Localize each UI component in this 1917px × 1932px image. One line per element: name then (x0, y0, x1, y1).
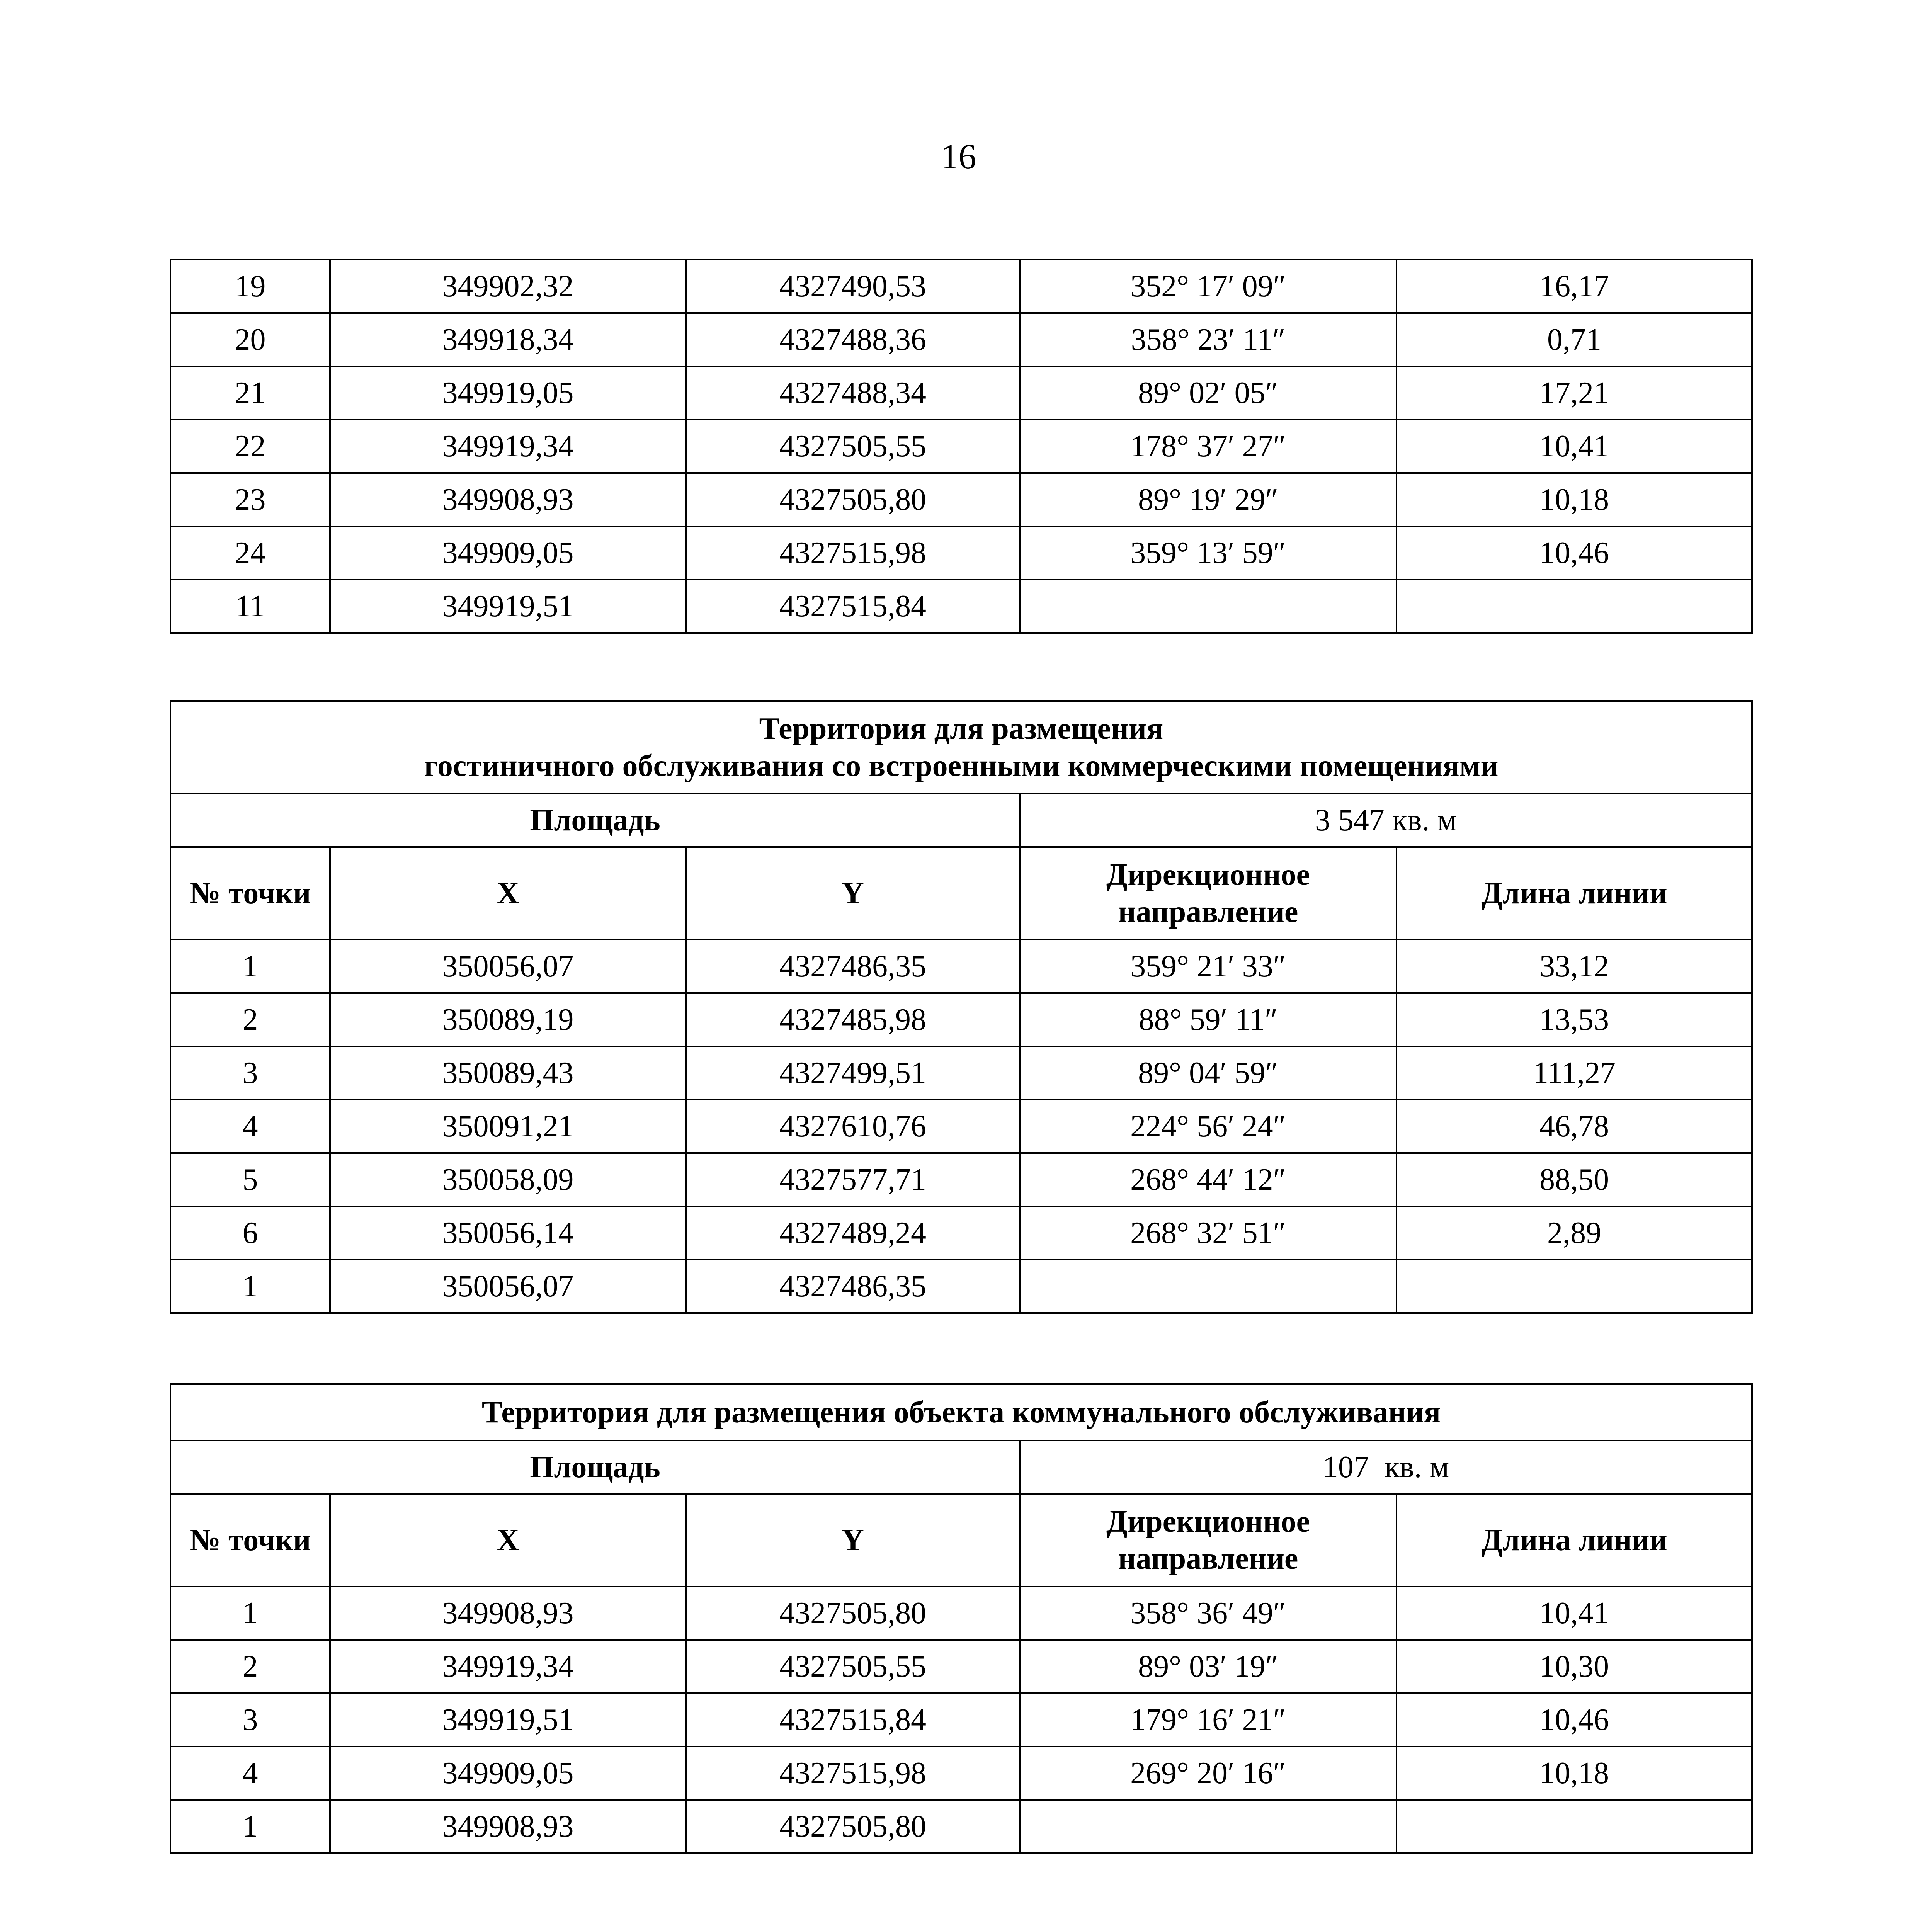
point-number: 4 (170, 1747, 330, 1800)
point-number: 21 (170, 366, 330, 420)
line-length: 10,41 (1397, 420, 1752, 473)
direction-angle: 89° 19′ 29″ (1020, 473, 1397, 526)
direction-angle: 359° 13′ 59″ (1020, 526, 1397, 580)
point-number: 5 (170, 1153, 330, 1206)
point-number: 1 (170, 1800, 330, 1853)
point-number: 4 (170, 1100, 330, 1153)
direction-angle (1020, 580, 1397, 633)
line-length: 46,78 (1397, 1100, 1752, 1153)
direction-angle: 179° 16′ 21″ (1020, 1693, 1397, 1747)
y-coordinate: 4327486,35 (686, 1260, 1020, 1313)
x-coordinate: 349909,05 (330, 1747, 686, 1800)
table-row (170, 1100, 1752, 1153)
table-row (170, 526, 1752, 580)
table-row (170, 1260, 1752, 1313)
x-coordinate: 350058,09 (330, 1153, 686, 1206)
line-length: 17,21 (1397, 366, 1752, 420)
x-coordinate: 350091,21 (330, 1100, 686, 1153)
table-row (170, 420, 1752, 473)
table-row (170, 940, 1752, 993)
point-number: 2 (170, 993, 330, 1046)
point-number: 24 (170, 526, 330, 580)
x-coordinate: 349909,05 (330, 526, 686, 580)
y-coordinate: 4327488,34 (686, 366, 1020, 420)
table-row (170, 1640, 1752, 1693)
line-length: 33,12 (1397, 940, 1752, 993)
line-length: 16,17 (1397, 260, 1752, 313)
direction-angle: 352° 17′ 09″ (1020, 260, 1397, 313)
y-coordinate: 4327610,76 (686, 1100, 1020, 1153)
table-title-line-2: гостиничного обслуживания со встроенными коммерческими помещениями (424, 749, 1499, 783)
x-coordinate: 349919,05 (330, 366, 686, 420)
header-row (170, 1494, 1752, 1587)
point-number: 3 (170, 1046, 330, 1100)
y-coordinate: 4327515,98 (686, 1747, 1020, 1800)
point-number: 20 (170, 313, 330, 366)
table-row (170, 580, 1752, 633)
direction-angle: 358° 36′ 49″ (1020, 1587, 1397, 1640)
header-point-number: № точки (170, 1494, 330, 1587)
hotel-territory-table (170, 700, 1753, 1314)
x-coordinate: 349919,51 (330, 580, 686, 633)
table-row (170, 993, 1752, 1046)
line-length: 10,30 (1397, 1640, 1752, 1693)
header-y: Y (686, 1494, 1020, 1587)
direction-angle: 269° 20′ 16″ (1020, 1747, 1397, 1800)
x-coordinate: 349918,34 (330, 313, 686, 366)
table-row (170, 366, 1752, 420)
header-direction (1020, 1494, 1397, 1587)
y-coordinate: 4327505,80 (686, 1587, 1020, 1640)
x-coordinate: 349902,32 (330, 260, 686, 313)
area-row (170, 794, 1752, 847)
point-number: 11 (170, 580, 330, 633)
table-row (170, 260, 1752, 313)
table-title (170, 701, 1752, 794)
continuation-coordinates-table (170, 259, 1753, 634)
line-length: 88,50 (1397, 1153, 1752, 1206)
y-coordinate: 4327486,35 (686, 940, 1020, 993)
point-number: 3 (170, 1693, 330, 1747)
line-length: 0,71 (1397, 313, 1752, 366)
direction-angle: 88° 59′ 11″ (1020, 993, 1397, 1046)
point-number: 2 (170, 1640, 330, 1693)
x-coordinate: 350056,07 (330, 940, 686, 993)
area-label: Площадь (170, 1440, 1020, 1494)
point-number: 19 (170, 260, 330, 313)
header-line-length: Длина линии (1397, 847, 1752, 940)
table-row (170, 313, 1752, 366)
header-y: Y (686, 847, 1020, 940)
x-coordinate: 350089,43 (330, 1046, 686, 1100)
table-title-row (170, 701, 1752, 794)
point-number: 1 (170, 1260, 330, 1313)
line-length: 10,41 (1397, 1587, 1752, 1640)
direction-angle: 224° 56′ 24″ (1020, 1100, 1397, 1153)
header-x: X (330, 1494, 686, 1587)
header-direction-line-1: Дирекционное (1106, 1505, 1310, 1539)
y-coordinate: 4327505,55 (686, 420, 1020, 473)
direction-angle (1020, 1800, 1397, 1853)
utility-territory-table (170, 1383, 1753, 1854)
line-length: 10,46 (1397, 526, 1752, 580)
direction-angle: 89° 02′ 05″ (1020, 366, 1397, 420)
header-x: X (330, 847, 686, 940)
line-length: 111,27 (1397, 1046, 1752, 1100)
x-coordinate: 349919,34 (330, 1640, 686, 1693)
line-length (1397, 580, 1752, 633)
table-row (170, 1587, 1752, 1640)
table-row (170, 1693, 1752, 1747)
area-label: Площадь (170, 794, 1020, 847)
point-number: 1 (170, 1587, 330, 1640)
area-row (170, 1440, 1752, 1494)
direction-angle (1020, 1260, 1397, 1313)
x-coordinate: 350056,14 (330, 1206, 686, 1260)
y-coordinate: 4327490,53 (686, 260, 1020, 313)
header-direction-line-2: направление (1118, 1542, 1298, 1576)
y-coordinate: 4327515,84 (686, 1693, 1020, 1747)
line-length: 10,18 (1397, 473, 1752, 526)
direction-angle: 89° 03′ 19″ (1020, 1640, 1397, 1693)
x-coordinate: 349919,51 (330, 1693, 686, 1747)
x-coordinate: 350089,19 (330, 993, 686, 1046)
y-coordinate: 4327505,80 (686, 473, 1020, 526)
y-coordinate: 4327489,24 (686, 1206, 1020, 1260)
table-title: Территория для размещения объекта коммунального обслуживания (170, 1384, 1752, 1440)
y-coordinate: 4327485,98 (686, 993, 1020, 1046)
line-length: 2,89 (1397, 1206, 1752, 1260)
y-coordinate: 4327515,98 (686, 526, 1020, 580)
y-coordinate: 4327577,71 (686, 1153, 1020, 1206)
line-length: 10,18 (1397, 1747, 1752, 1800)
header-line-length: Длина линии (1397, 1494, 1752, 1587)
area-value: 107 кв. м (1020, 1440, 1752, 1494)
x-coordinate: 349908,93 (330, 1800, 686, 1853)
point-number: 22 (170, 420, 330, 473)
header-row (170, 847, 1752, 940)
table-row (170, 1206, 1752, 1260)
page-number: 16 (941, 137, 976, 176)
table-title-line-1: Территория для размещения (759, 712, 1163, 746)
table-row (170, 1153, 1752, 1206)
table-row (170, 1747, 1752, 1800)
x-coordinate: 350056,07 (330, 1260, 686, 1313)
x-coordinate: 349908,93 (330, 473, 686, 526)
header-direction-line-2: направление (1118, 895, 1298, 929)
y-coordinate: 4327505,80 (686, 1800, 1020, 1853)
direction-angle: 89° 04′ 59″ (1020, 1046, 1397, 1100)
y-coordinate: 4327499,51 (686, 1046, 1020, 1100)
line-length: 10,46 (1397, 1693, 1752, 1747)
y-coordinate: 4327505,55 (686, 1640, 1020, 1693)
direction-angle: 178° 37′ 27″ (1020, 420, 1397, 473)
table-row (170, 473, 1752, 526)
header-direction (1020, 847, 1397, 940)
table-row (170, 1800, 1752, 1853)
direction-angle: 268° 32′ 51″ (1020, 1206, 1397, 1260)
point-number: 6 (170, 1206, 330, 1260)
line-length (1397, 1800, 1752, 1853)
line-length: 13,53 (1397, 993, 1752, 1046)
x-coordinate: 349908,93 (330, 1587, 686, 1640)
header-direction-line-1: Дирекционное (1106, 858, 1310, 892)
direction-angle: 268° 44′ 12″ (1020, 1153, 1397, 1206)
direction-angle: 359° 21′ 33″ (1020, 940, 1397, 993)
table-title-row (170, 1384, 1752, 1440)
line-length (1397, 1260, 1752, 1313)
y-coordinate: 4327515,84 (686, 580, 1020, 633)
area-value: 3 547 кв. м (1020, 794, 1752, 847)
y-coordinate: 4327488,36 (686, 313, 1020, 366)
point-number: 23 (170, 473, 330, 526)
header-point-number: № точки (170, 847, 330, 940)
table-row (170, 1046, 1752, 1100)
direction-angle: 358° 23′ 11″ (1020, 313, 1397, 366)
point-number: 1 (170, 940, 330, 993)
x-coordinate: 349919,34 (330, 420, 686, 473)
